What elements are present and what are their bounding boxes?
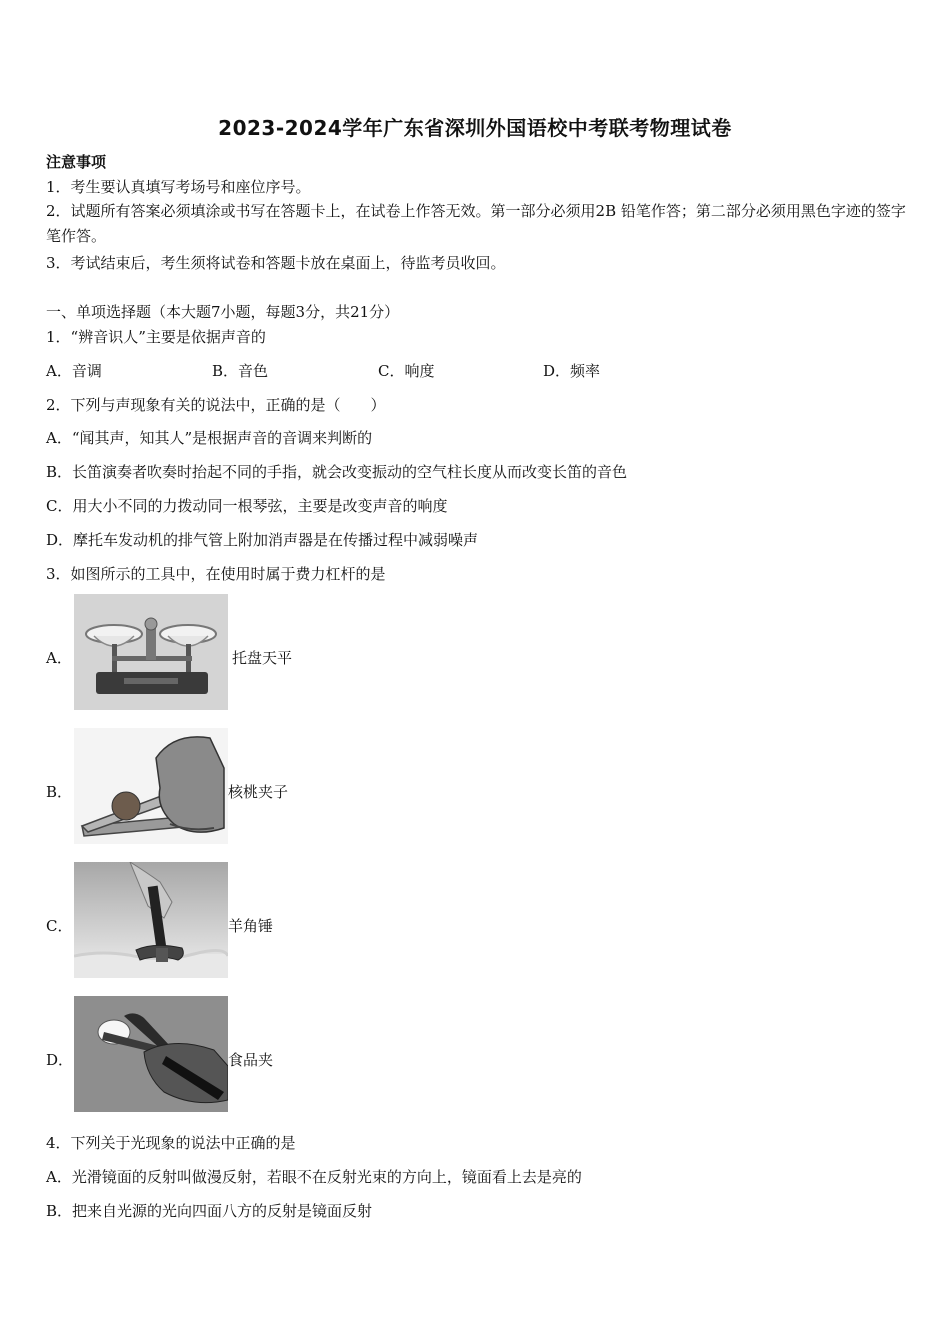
question-stem: 1．“辨音识人”主要是依据声音的 — [46, 328, 266, 346]
nutcracker-image — [74, 728, 228, 844]
option-a: A．“闻其声，知其人”是根据声音的音调来判断的 — [46, 429, 373, 447]
option-a-letter: A． — [46, 649, 72, 667]
option-d: D．摩托车发动机的排气管上附加消声器是在传播过程中减弱噪声 — [46, 531, 479, 549]
section-heading: 一、单项选择题（本大题7小题，每题3分，共21分） — [46, 303, 400, 321]
notice-heading: 注意事项 — [46, 153, 107, 171]
option-b-caption: 核桃夹子 — [228, 783, 289, 801]
balance-scale-image — [74, 594, 228, 710]
notice-item: 2．试题所有答案必须填涂或书写在答题卡上，在试卷上作答无效。第一部分必须用2B 铅笔作答；第二部分必须用黑色字迹的签字笔作答。 — [46, 202, 906, 245]
question-stem: 4．下列关于光现象的说法中正确的是 — [46, 1134, 296, 1152]
option-b-letter: B． — [46, 783, 73, 801]
option-d-letter: D． — [46, 1051, 74, 1069]
option-a: A．音调 — [46, 362, 102, 380]
page-title: 2023-2024学年广东省深圳外国语校中考联考物理试卷 — [218, 116, 732, 140]
question-stem: 3．如图所示的工具中，在使用时属于费力杠杆的是 — [46, 565, 386, 583]
option-a-caption: 托盘天平 — [232, 649, 293, 667]
option-b: B．长笛演奏者吹奏时抬起不同的手指，就会改变振动的空气柱长度从而改变长笛的音色 — [46, 463, 628, 481]
notice-item: 1．考生要认真填写考场号和座位序号。 — [46, 178, 311, 196]
question-stem: 2．下列与声现象有关的说法中，正确的是（ ） — [46, 396, 386, 414]
option-c: C．用大小不同的力拨动同一根琴弦，主要是改变声音的响度 — [46, 497, 448, 515]
option-d-caption: 食品夹 — [228, 1051, 274, 1069]
option-a: A．光滑镜面的反射叫做漫反射，若眼不在反射光束的方向上，镜面看上去是亮的 — [46, 1168, 582, 1186]
food-tongs-image — [74, 996, 228, 1112]
option-b: B．把来自光源的光向四面八方的反射是镜面反射 — [46, 1202, 373, 1220]
option-d: D．频率 — [543, 362, 601, 380]
claw-hammer-image — [74, 862, 228, 978]
notice-item: 3．考试结束后，考生须将试卷和答题卡放在桌面上，待监考员收回。 — [46, 254, 506, 272]
option-b: B．音色 — [212, 362, 269, 380]
option-c-caption: 羊角锤 — [228, 917, 274, 935]
option-c-letter: C． — [46, 917, 73, 935]
option-c: C．响度 — [378, 362, 435, 380]
